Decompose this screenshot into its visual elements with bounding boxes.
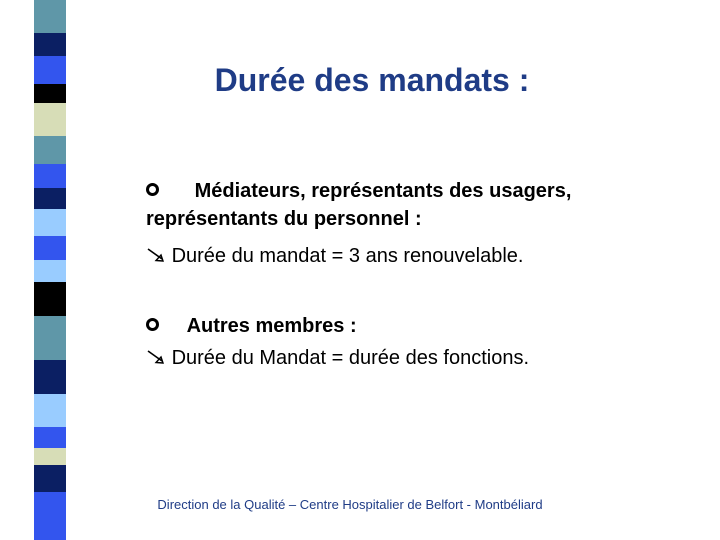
stripe-block: [34, 465, 66, 492]
stripe-block: [34, 33, 66, 56]
stripe-block: [34, 394, 66, 427]
stripe-block: [34, 103, 66, 136]
stripe-block: [34, 282, 66, 316]
section1-detail: [146, 245, 523, 268]
stripe-block: [34, 136, 66, 164]
section2-detail-text: Durée du Mandat = durée des fonctions: [171, 347, 524, 369]
arrow-down-right-icon: [146, 349, 166, 365]
stripe-block: [34, 209, 66, 236]
section2-detail-period: .: [523, 347, 530, 369]
stripe-block: [34, 427, 66, 448]
section1-detail-text: Durée du mandat = 3 ans renouvelable: [171, 245, 518, 267]
section1-detail-period: .: [517, 245, 524, 267]
stripe-block: [34, 360, 66, 394]
stripe-block: [34, 260, 66, 282]
stripe-block: [34, 236, 66, 260]
section2-heading-text: Autres membres :: [186, 315, 357, 337]
section1-heading-line2: représentants du personnel :: [146, 208, 422, 230]
stripe-block: [34, 188, 66, 209]
stripe-block: [34, 0, 66, 33]
stripe-block: [34, 448, 66, 465]
circle-bullet-icon: [146, 318, 159, 331]
stripe-block: [34, 316, 66, 360]
slide-title: Durée des mandats :: [214, 62, 530, 98]
section2-heading: [146, 315, 357, 338]
slide-footer: Direction de la Qualité – Centre Hospitalier de Belfort - Montbéliard: [157, 497, 543, 512]
stripe-block: [34, 164, 66, 188]
section1-heading-line1: [146, 180, 571, 203]
circle-bullet-icon: [146, 183, 159, 196]
section1-heading-text: Médiateurs, représentants des usagers,: [194, 180, 572, 202]
arrow-down-right-icon: [146, 247, 166, 263]
section2-detail: [146, 347, 529, 370]
